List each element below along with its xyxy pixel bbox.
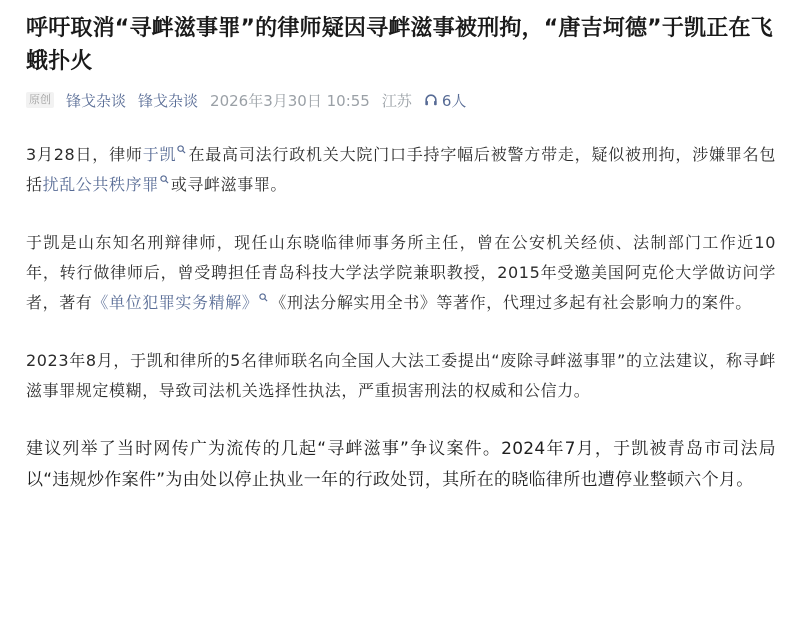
paragraph-3: 2023年8月，于凯和律所的5名律师联名向全国人大法工委提出“废除寻衅滋事罪”的立法建议，称寻衅滋事罪规定模糊，导致司法机关选择性执法，严重损害刑法的权威和公信力。 — [26, 351, 776, 400]
listen-button[interactable] — [424, 90, 467, 111]
search-link-yukai[interactable]: 于凯 — [142, 145, 177, 164]
search-icon[interactable] — [259, 293, 268, 302]
listeners-count: 6人 — [441, 91, 467, 110]
account-link[interactable]: 锋戈杂谈 — [138, 91, 199, 110]
paragraph-1 — [26, 140, 776, 200]
headphone-icon — [424, 93, 438, 107]
paragraph-1-text-2: 在最高司法行政机关大院门口手持字幅后被警方带走，疑似被刑拘，涉嫌罪名包括 — [26, 145, 776, 194]
paragraph-2 — [26, 228, 776, 318]
search-icon[interactable] — [177, 145, 186, 154]
location: 江苏 — [381, 91, 412, 110]
article-meta — [26, 88, 776, 112]
paragraph-4: 建议列举了当时网传广为流传的几起“寻衅滋事”争议案件。2024年7月，于凯被青岛市司法局以“违规炒作案件”为由处以停止执业一年的行政处罚，其所在的晓临律所也遭停业整顿六个月。 — [26, 439, 776, 490]
paragraph-1-text-1: 3月28日，律师 — [26, 145, 143, 164]
article-content — [26, 140, 776, 496]
search-link-book[interactable]: 《单位犯罪实务精解》 — [92, 293, 259, 312]
paragraph-2-text-2: 《刑法分解实用全书》等著作，代理过多起有社会影响力的案件。 — [270, 293, 752, 312]
article-title: 呼吁取消“寻衅滋事罪”的律师疑因寻衅滋事被刑拘，“唐吉坷德”于凯正在飞蛾扑火 — [26, 16, 773, 74]
article — [26, 0, 776, 524]
paragraph-1-text-3: 或寻衅滋事罪。 — [170, 175, 288, 194]
search-link-disturbing-order[interactable]: 扰乱公共秩序罪 — [42, 175, 159, 194]
publish-date: 2026年3月30日 10:55 — [210, 91, 370, 110]
paragraph-2-text-1: 于凯是山东知名刑辩律师，现任山东晓临律师事务所主任，曾在公安机关经侦、法制部门工作近10年，转行做律师后，曾受聘担任青岛科技大学法学院兼职教授，2015年受邀美国阿克伦大学做访问学者，著有 — [26, 233, 776, 312]
original-badge: 原创 — [26, 92, 54, 108]
author-link[interactable]: 锋戈杂谈 — [66, 91, 127, 110]
search-icon[interactable] — [160, 175, 169, 184]
